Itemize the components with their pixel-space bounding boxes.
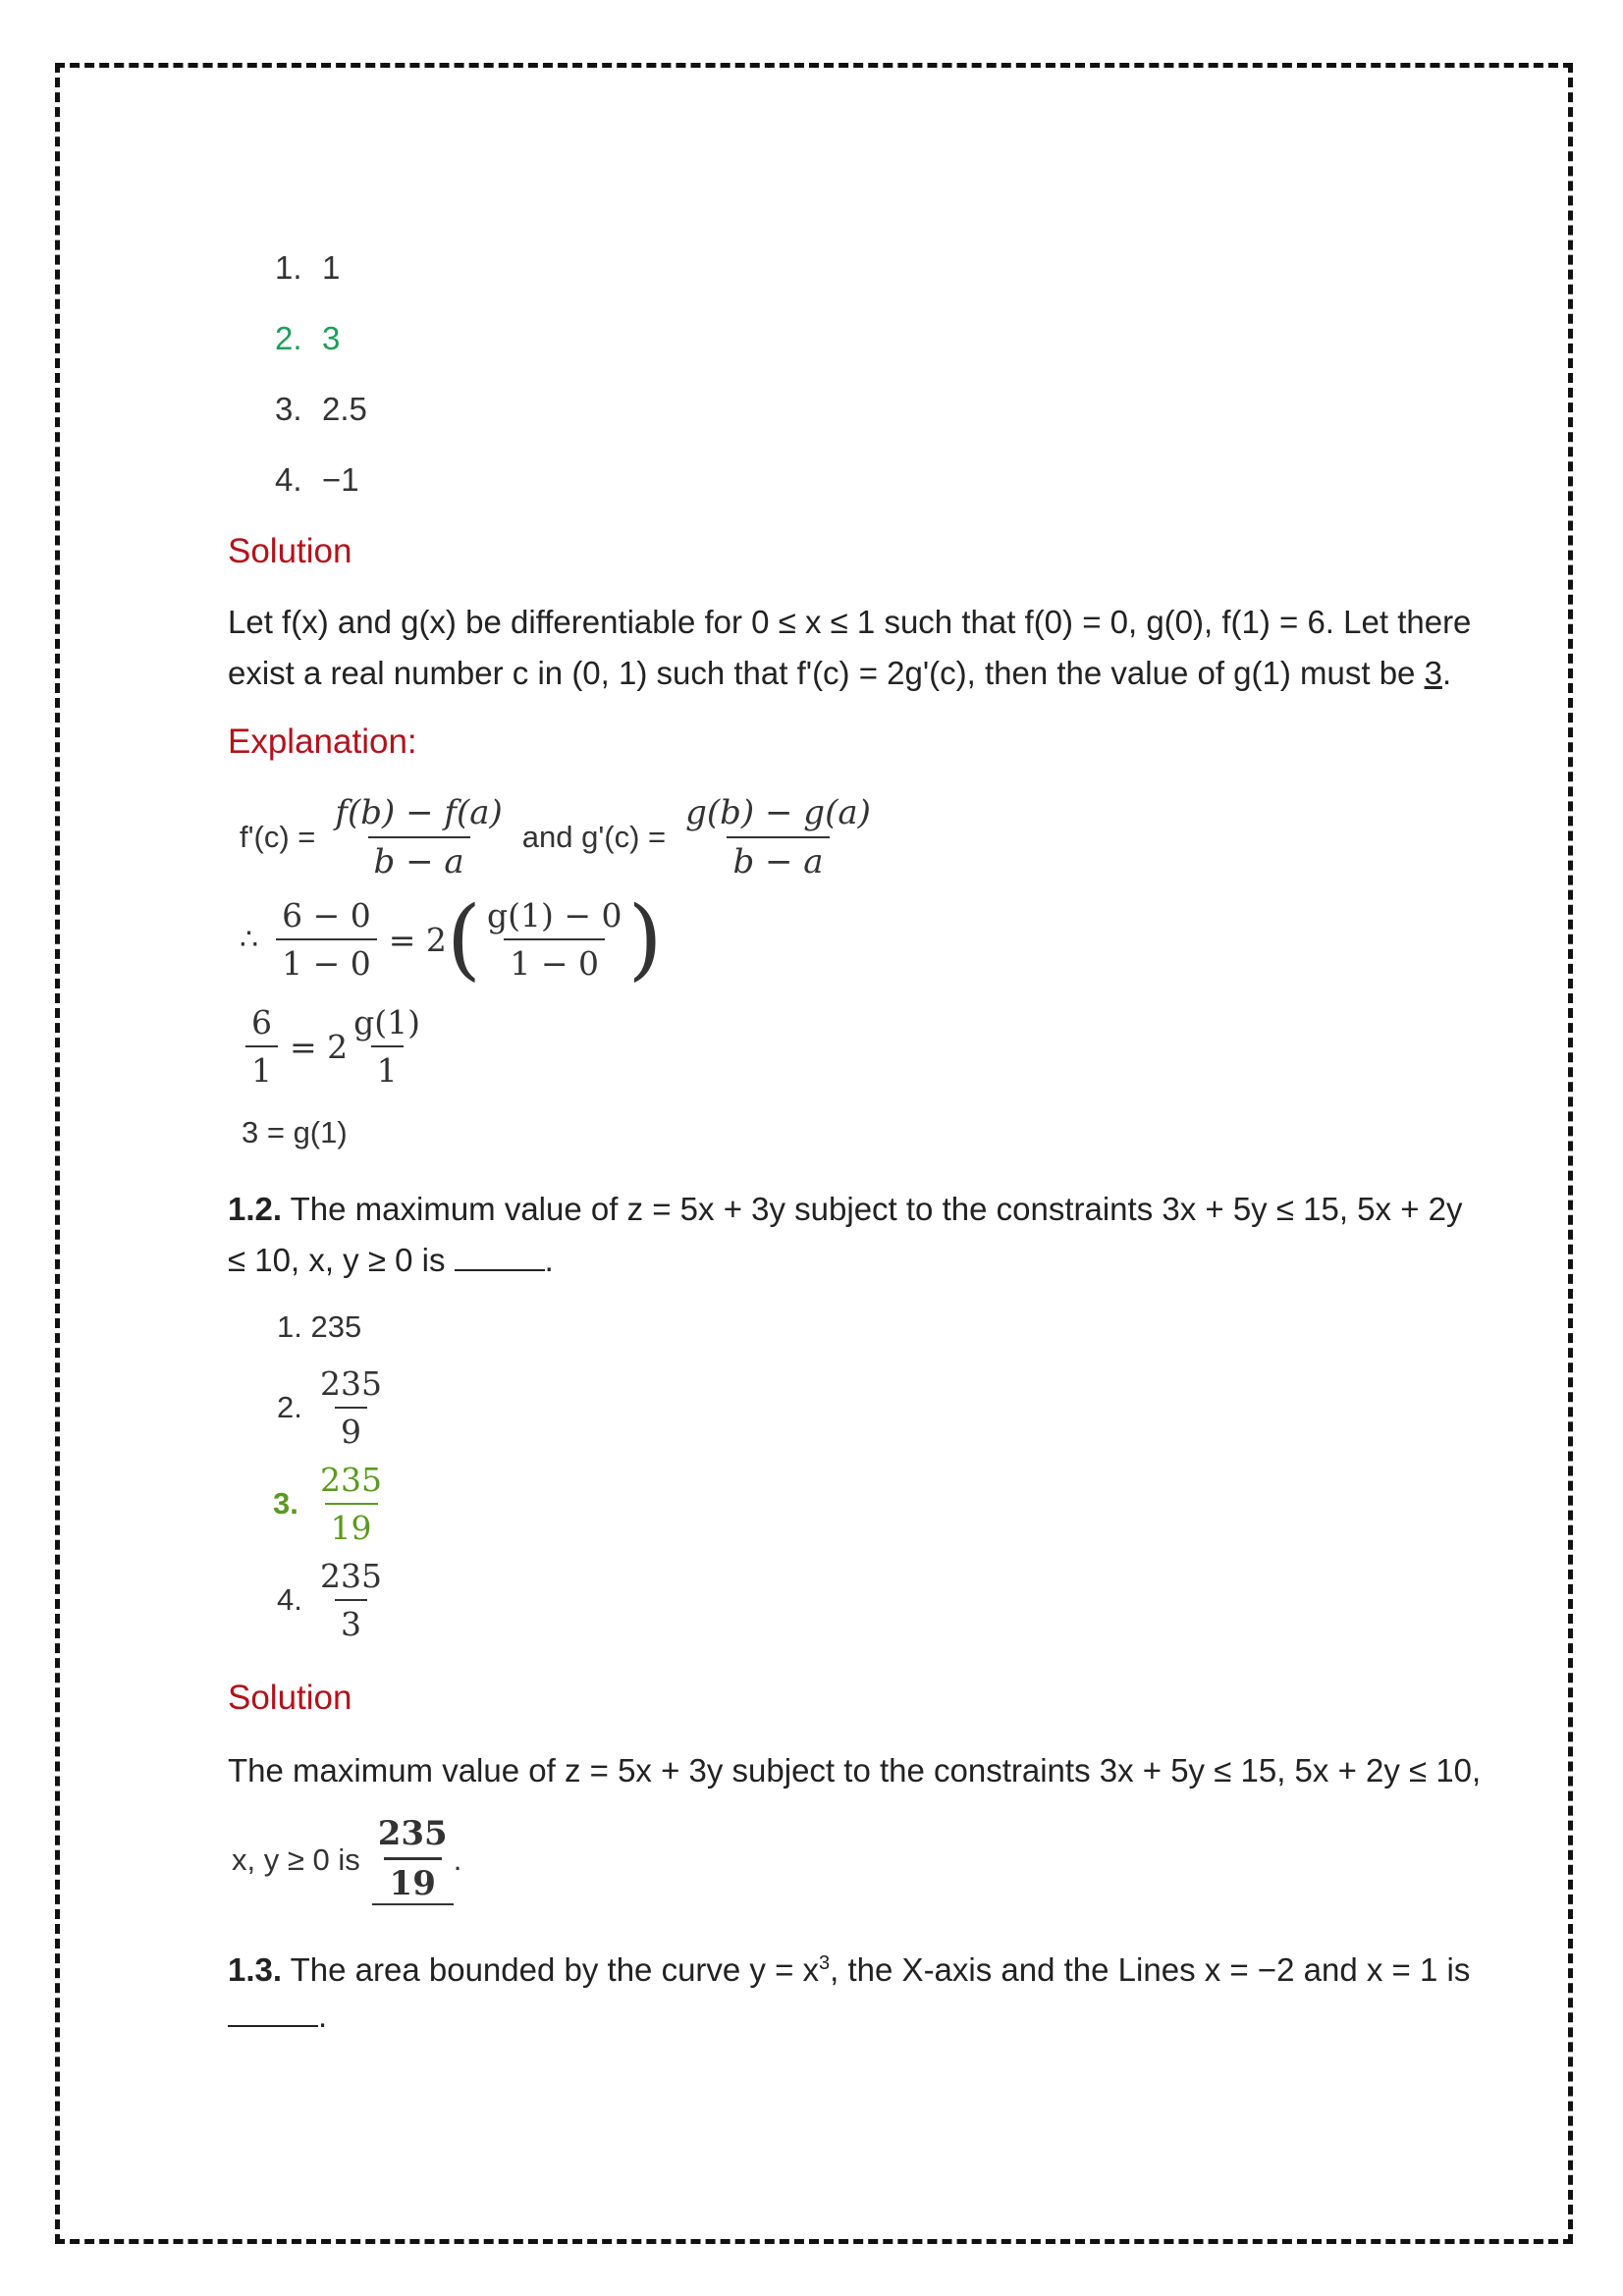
right-paren: )	[627, 887, 663, 990]
q1-solution-line-2	[228, 648, 1451, 699]
fraction-denominator: 19	[325, 1503, 378, 1547]
fraction-numerator: 235	[320, 1364, 382, 1403]
q2-solution-line-1: The maximum value of z = 5x + 3y subject to the constraints 3x + 5y ≤ 15, 5x + 2y ≤ 10,	[228, 1752, 1482, 1789]
fraction-denominator: b − a	[727, 836, 829, 881]
q1-solution-line-1: Let f(x) and g(x) be differentiable for 0 ≤ x ≤ 1 such that f(0) = 0, g(0), f(1) = 6. Let there	[228, 604, 1472, 640]
option-text: 3	[322, 320, 341, 356]
answer-blank	[228, 1998, 318, 2027]
fraction-numerator: 6	[251, 1003, 272, 1041]
q2-option-2	[277, 1364, 388, 1451]
option-text: 2.5	[322, 391, 367, 427]
eq-mid: and g'(c) =	[521, 820, 667, 854]
fraction-denominator: 1 − 0	[504, 938, 605, 983]
fraction-numerator: 235	[320, 1557, 382, 1595]
left-paren: (	[446, 887, 481, 990]
fraction-numerator: f(b) − f(a)	[335, 793, 503, 832]
fraction-numerator: g(1) − 0	[486, 896, 622, 934]
option-number: 2.	[277, 1390, 302, 1424]
fraction-lhs	[276, 896, 377, 983]
q1-option-4	[275, 461, 359, 499]
question-end: .	[544, 1242, 554, 1278]
equation-simplified	[245, 1003, 426, 1090]
q1-option-2-correct	[275, 320, 340, 357]
question-text: The area bounded by the curve y = x	[282, 1951, 820, 1988]
question-text: ≤ 10, x, y ≥ 0 is	[228, 1242, 455, 1278]
option-fraction	[314, 1557, 388, 1643]
exponent: 3	[819, 1952, 831, 1974]
q3-question-line-2	[228, 1991, 327, 2042]
fraction-denominator: 19	[384, 1857, 442, 1903]
q2-option-4	[277, 1557, 388, 1643]
fraction-f	[329, 793, 508, 881]
option-number: 1.	[277, 1309, 302, 1344]
option-number: 3.	[273, 1486, 298, 1521]
explanation-heading: Explanation:	[228, 722, 417, 761]
equation-substitution	[240, 887, 663, 990]
fraction-denominator: 9	[335, 1407, 367, 1451]
equation-result: 3 = g(1)	[242, 1115, 348, 1149]
q2-solution-line-2	[232, 1814, 461, 1905]
question-text-cont: , the X-axis and the Lines x = −2 and x = 1 is	[830, 1951, 1471, 1988]
eq-lhs: f'(c) =	[240, 820, 316, 854]
option-text: 235	[310, 1309, 362, 1344]
eq-equals: = 2	[290, 1027, 349, 1066]
q2-question-line-2	[228, 1235, 554, 1286]
solution-text: exist a real number c in (0, 1) such that f'(c) = 2g'(c), then the value of g(1) must be	[228, 655, 1425, 691]
option-number: 4.	[275, 461, 302, 498]
q1-solution-heading: Solution	[228, 532, 352, 570]
solution-text: x, y ≥ 0 is	[232, 1842, 360, 1877]
option-number: 3.	[275, 391, 302, 427]
q2-question-line-1	[228, 1184, 1462, 1235]
option-number: 1.	[275, 249, 302, 286]
solution-end: .	[1441, 655, 1452, 691]
solution-fraction	[372, 1814, 454, 1905]
therefore-symbol: ∴	[240, 922, 259, 957]
fraction-denominator: 1 − 0	[276, 938, 377, 983]
q2-option-3-correct	[273, 1461, 388, 1547]
solution-answer: 3	[1424, 655, 1442, 691]
q1-option-3	[275, 391, 367, 428]
fraction-rhs	[481, 896, 628, 983]
option-number: 2.	[275, 320, 302, 356]
fraction-numerator: 235	[320, 1461, 382, 1499]
fraction-g	[679, 793, 877, 881]
fraction-numerator: g(b) − g(a)	[685, 793, 871, 832]
fraction-lhs	[245, 1003, 278, 1090]
fraction-numerator: 6 − 0	[282, 896, 371, 934]
option-text: 1	[322, 249, 341, 286]
fraction-rhs	[348, 1003, 426, 1090]
question-end: .	[318, 1998, 328, 2034]
option-text: −1	[322, 461, 359, 498]
fraction-denominator: b − a	[368, 836, 470, 881]
fraction-denominator: 1	[371, 1045, 404, 1090]
q3-question-line-1	[228, 1938, 1470, 1996]
q2-number: 1.2.	[228, 1191, 283, 1227]
q2-option-1	[277, 1309, 361, 1345]
option-number: 4.	[277, 1582, 302, 1617]
option-fraction	[314, 1461, 388, 1547]
q2-solution-heading: Solution	[228, 1679, 352, 1717]
q1-option-1	[275, 249, 340, 287]
fraction-denominator: 1	[245, 1045, 278, 1090]
fraction-numerator: 235	[377, 1814, 448, 1853]
equation-mean-value	[240, 793, 877, 881]
question-text: The maximum value of z = 5x + 3y subject to the constraints 3x + 5y ≤ 15, 5x + 2y	[282, 1191, 1463, 1227]
q3-number: 1.3.	[228, 1951, 283, 1988]
solution-end: .	[453, 1842, 462, 1877]
fraction-denominator: 3	[335, 1599, 367, 1643]
fraction-numerator: g(1)	[353, 1003, 421, 1041]
option-fraction	[314, 1364, 388, 1451]
answer-blank	[455, 1242, 545, 1271]
eq-equals: = 2	[388, 920, 447, 959]
